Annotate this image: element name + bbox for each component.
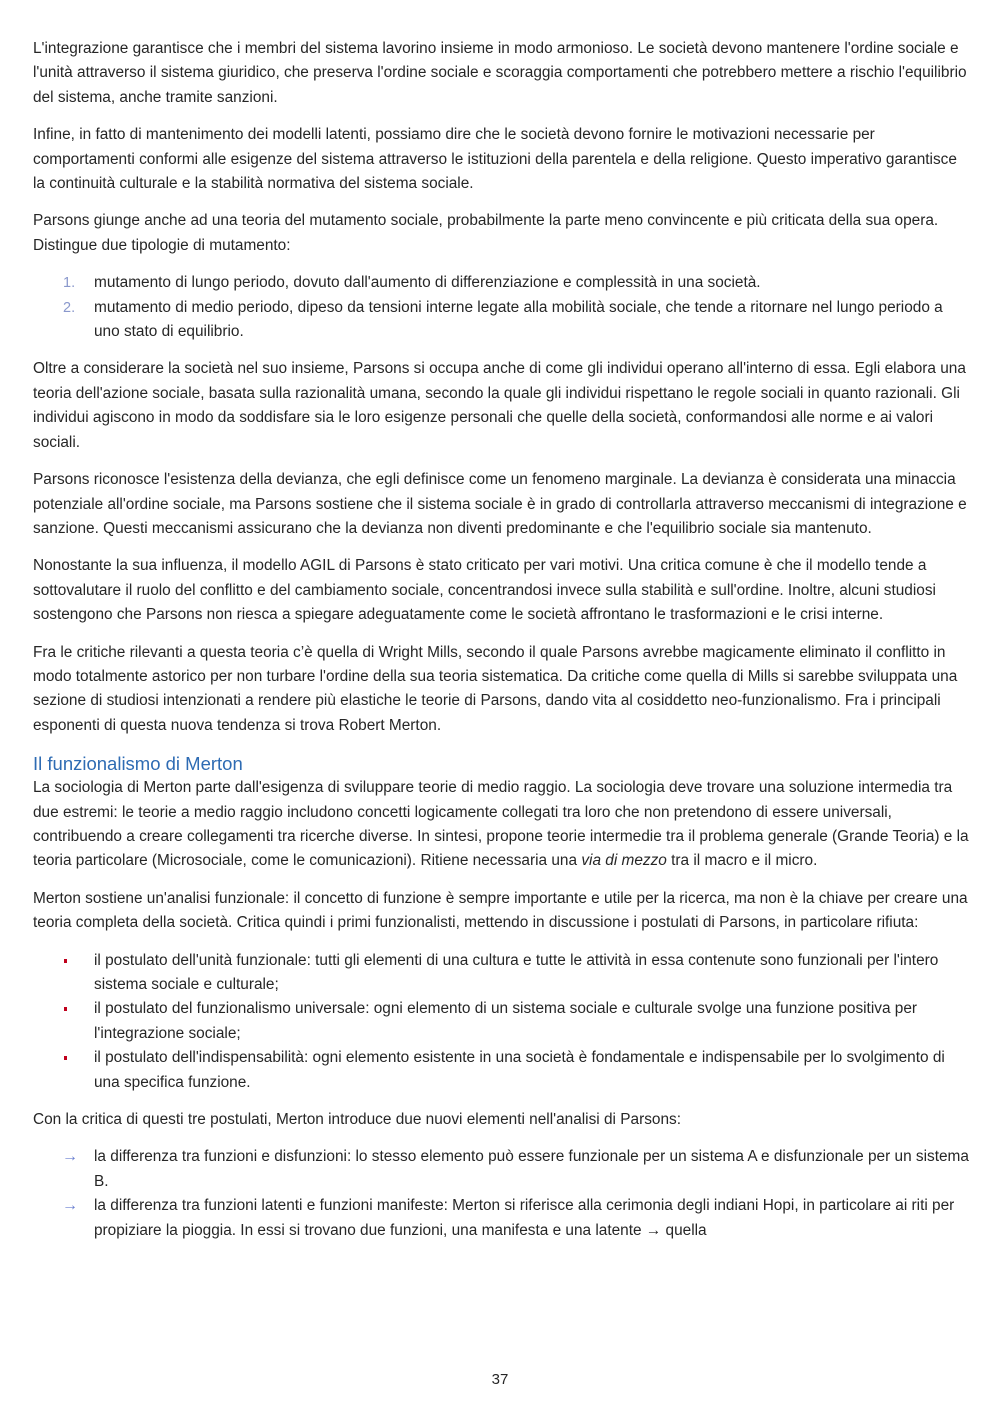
arrow-list	[33, 1145, 969, 1243]
list-item-text: la differenza tra funzioni latenti e funzioni manifeste: Merton si riferisce alla cerimonia degli indiani Hopi, in particolare ai riti per propiziare la pioggia. In essi si trovano due funzioni, una manifesta e una latente → quella	[94, 1197, 955, 1239]
list-item-text: la differenza tra funzioni e disfunzioni: lo stesso elemento può essere funzionale per un sistema A e disfunzionale per un sistema B.	[94, 1148, 969, 1190]
list-item	[33, 949, 969, 998]
list-item	[33, 271, 969, 295]
page-content	[33, 37, 969, 1256]
paragraph: Merton sostiene un'analisi funzionale: il concetto di funzione è sempre importante e utile per la ricerca, ma non è la chiave per creare una teoria completa della società. Critica quindi i primi funzionalisti, mettendo in discussione i postulati di Parsons, in particolare rifiuta:	[33, 889, 968, 932]
paragraph: Parsons riconosce l'esistenza della devianza, che egli definisce come un fenomeno marginale. La devianza è considerata una minaccia potenziale all'ordine sociale, ma Parsons sostiene che il sistema sociale è in grado di controllarla attraverso meccanismi di integrazione e sanzione. Questi meccanismi assicurano che la devianza non diventi predominante e che l'equilibrio sociale sia mantenuto.	[33, 471, 967, 537]
italic-text: via di mezzo	[581, 852, 667, 870]
list-item-text: mutamento di lungo periodo, dovuto dall'aumento di differenziazione e complessità in una società.	[94, 274, 761, 292]
page-number: 37	[491, 1371, 509, 1388]
section-heading: Il funzionalismo di Merton	[33, 753, 243, 775]
list-number: 1.	[63, 275, 76, 292]
list-item	[33, 1046, 969, 1095]
list-item-text: il postulato del funzionalismo universale: ogni elemento di un sistema sociale e culturale svolge una funzione positiva per l'integrazione sociale;	[94, 1000, 918, 1042]
square-bullet-icon	[64, 959, 67, 963]
square-bullet-icon	[64, 1056, 67, 1060]
paragraph: Oltre a considerare la società nel suo insieme, Parsons si occupa anche di come gli individui operano all'interno di essa. Egli elabora una teoria dell'azione sociale, basata sulla razionalità umana, secondo la quale gli individui rispettano le regole sociali in quanto razionali. Gli individui agiscono in modo da soddisfare sia le loro esigenze personali che quelle della società, conformandosi alle norme e ai valori sociali.	[33, 360, 966, 451]
numbered-list	[33, 271, 969, 344]
bullet-list	[33, 949, 969, 1095]
paragraph: Con la critica di questi tre postulati, Merton introduce due nuovi elementi nell'analisi di Parsons:	[33, 1111, 681, 1129]
list-item	[33, 997, 969, 1046]
list-item-text: il postulato dell'indispensabilità: ogni elemento esistente in una società è fondamentale e indispensabile per lo svolgimento di una specifica funzione.	[94, 1049, 945, 1091]
square-bullet-icon	[64, 1007, 67, 1011]
paragraph: Fra le critiche rilevanti a questa teoria c’è quella di Wright Mills, secondo il quale Parsons avrebbe magicamente eliminato il conflitto in modo totalmente astorico per non turbare l'ordine della sua teoria sistematica. Da critiche come quella di Mills si sarebbe sviluppata una sezione di studiosi intenzionati a rendere più elastiche le teorie di Parsons, dando vita al cosiddetto neo-funzionalismo. Fra i principali esponenti di questa nuova tendenza si trova Robert Merton.	[33, 643, 958, 734]
arrow-right-icon: →	[62, 1148, 78, 1166]
list-number: 2.	[63, 299, 76, 316]
list-item-text: mutamento di medio periodo, dipeso da tensioni interne legate alla mobilità sociale, che tende a ritornare nel lungo periodo a uno stato di equilibrio.	[94, 298, 943, 341]
paragraph	[33, 776, 969, 874]
paragraph: Infine, in fatto di mantenimento dei modelli latenti, possiamo dire che le società devono fornire le motivazioni necessarie per comportamenti conformi alle esigenze del sistema attraverso le istituzioni della parentela e della religione. Questo imperativo garantisce la continuità culturale e la stabilità normativa del sistema sociale.	[33, 126, 957, 193]
paragraph-text: tra il macro e il micro.	[666, 852, 818, 870]
list-item	[33, 296, 969, 345]
paragraph: L'integrazione garantisce che i membri del sistema lavorino insieme in modo armonioso. Le società devono mantenere l'ordine sociale e l'unità attraverso il sistema giuridico, che preserva l'ordine sociale e scoraggia comportamenti che potrebbero mettere a rischio l'equilibrio del sistema, anche tramite sanzioni.	[33, 40, 967, 106]
list-item-text: il postulato dell'unità funzionale: tutti gli elementi di una cultura e tutte le attività in essa contenute sono funzionali per l'intero sistema sociale e culturale;	[94, 951, 939, 993]
arrow-right-icon: →	[62, 1197, 78, 1215]
paragraph: Nonostante la sua influenza, il modello AGIL di Parsons è stato criticato per vari motivi. Una critica comune è che il modello tende a sottovalutare il ruolo del conflitto e del cambiamento sociale, concentrandosi invece sulla stabilità e sull'ordine. Inoltre, alcuni studiosi sostengono che Parsons non riesca a spiegare adeguatamente come le società affrontano le trasformazioni e le crisi interne.	[33, 557, 936, 624]
list-item	[33, 1145, 969, 1194]
paragraph: Parsons giunge anche ad una teoria del mutamento sociale, probabilmente la parte meno convincente e più criticata della sua opera. Distingue due tipologie di mutamento:	[33, 212, 939, 254]
list-item	[33, 1194, 969, 1243]
paragraph-text: La sociologia di Merton parte dall'esigenza di sviluppare teorie di medio raggio. La sociologia deve trovare una soluzione intermedia tra due estremi: le teorie a medio raggio includono concetti logicamente collegati tra loro che non pretendono di essere universali, contribuendo a creare collegamenti tra ricerche diverse. In sintesi, propone teorie intermedie tra il problema generale (Grande Teoria) e la teoria particolare (Microsociale, come le comunicazioni). Ritiene necessaria una	[33, 779, 969, 870]
